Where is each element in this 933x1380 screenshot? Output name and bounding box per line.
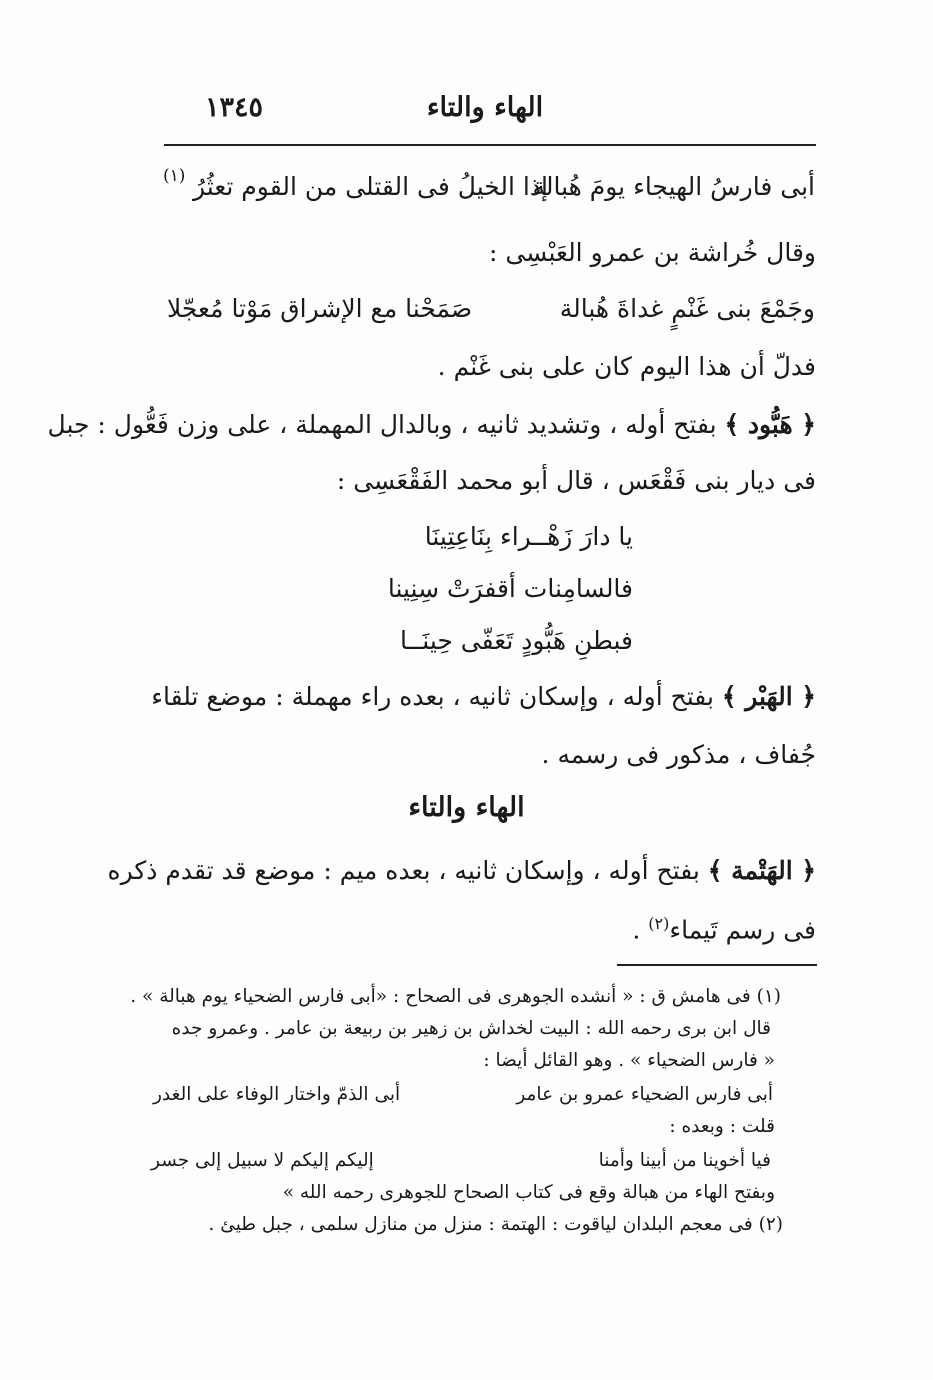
footnote-1-verse-1-right: أبى فارس الضحياء عمرو بن عامر [516,1084,773,1105]
header-rule [164,144,816,146]
footnote-1-verse-2-right: فيا أخوينا من أبينا وأمنا [598,1150,771,1171]
entry-hubbud [48,410,816,440]
entry-hatma-headword: ﴿ الهَتْمة ﴾ [707,856,816,885]
entry-habr-headword: ﴿ الهَبْر ﴾ [721,682,816,711]
section-heading: الهاء والتاء [408,792,525,823]
entry-hatma-line-2-text: فى رسم تَيماء [669,915,816,945]
entry-hatma-text: بفتح أوله ، وإسكان ثانيه ، بعده ميم : موضع قد تقدم ذكره [107,856,700,885]
footnote-ref-2: (٢) [648,914,670,933]
footnote-1-line-1: (١) فى هامش ق : « أنشده الجوهرى فى الصحاح : «أبى فارس الضحياء يوم هبالة » . [130,986,781,1007]
footnote-2: (٢) فى معجم البلدان لياقوت : الهتمة : منزل من منازل سلمى ، جبل طيئ . [208,1214,783,1235]
entry-habr-text: بفتح أوله ، وإسكان ثانيه ، بعده راء مهملة : موضع تلقاء [151,682,714,711]
entry-hubbud-text: بفتح أوله ، وتشديد ثانيه ، وبالدال المهملة ، على وزن فَعُّول : جبل [47,410,717,439]
footnote-1-verse-1-left: أبى الذمّ واختار الوفاء على الغدر [153,1084,401,1105]
entry-hatma-line-2-end: . [632,915,641,945]
footnote-1-line-7: وبفتح الهاء من هبالة وقع فى كتاب الصحاح للجوهرى رحمه الله » [282,1182,775,1203]
entry-hubbud-headword: ﴿ هَبُّود ﴾ [724,410,816,439]
text-line-4: فدلّ أن هذا اليوم كان على بنى غَنْم . [437,352,816,381]
running-title: الهاء والتاء [426,92,544,123]
entry-hatma-line-2 [632,914,816,945]
page-number: ١٣٤٥ [205,92,264,123]
text-line-2: وقال خُراشة بن عمرو العَبْسِى : [488,238,816,267]
entry-habr [151,682,816,712]
rajaz-line-1: يا دارَ زَهْــراء بِنَاعِتِينَا [424,522,633,551]
rajaz-line-3: فبطنِ هَبُّودٍ تَعَفّى حِينَــا [400,626,633,655]
footnote-ref-1: (١) [163,166,186,186]
footnote-rule [617,964,817,966]
entry-hubbud-line-2: فى ديار بنى فَقْعَس ، قال أبو محمد الفَقْعَسِى : [336,466,816,495]
footnote-1-line-5: قلت : وبعده : [669,1116,775,1137]
verse-2-first-hemistich: وجَمْعَ بنى غَنْمٍ غداةَ هُبالة [559,294,815,323]
rajaz-line-2: فالسامِنات أقفرَتْ سِنِينا [387,574,633,603]
footnote-1-line-3: « فارس الضحياء » . وهو القائل أيضا : [483,1050,775,1071]
footnote-1-line-2: قال ابن برى رحمه الله : البيت لخداش بن زهير بن ربيعة بن عامر . وعمرو جده [171,1018,771,1039]
verse-1-first-hemistich: أبى فارسُ الهيجاء يومَ هُبالة [532,172,815,201]
verse-1-second-hemistich: إذا الخيلُ فى القتلى من القوم تعثُرُ [193,172,548,201]
footnote-1-verse-2-left: إليكم إليكم لا سبيل إلى جسر [151,1150,374,1171]
verse-2-second-hemistich: صَمَحْنا مع الإشراق مَوْتا مُعجّلا [167,294,473,323]
entry-habr-line-2: جُفاف ، مذكور فى رسمه . [541,740,816,769]
entry-hatma [108,856,817,886]
